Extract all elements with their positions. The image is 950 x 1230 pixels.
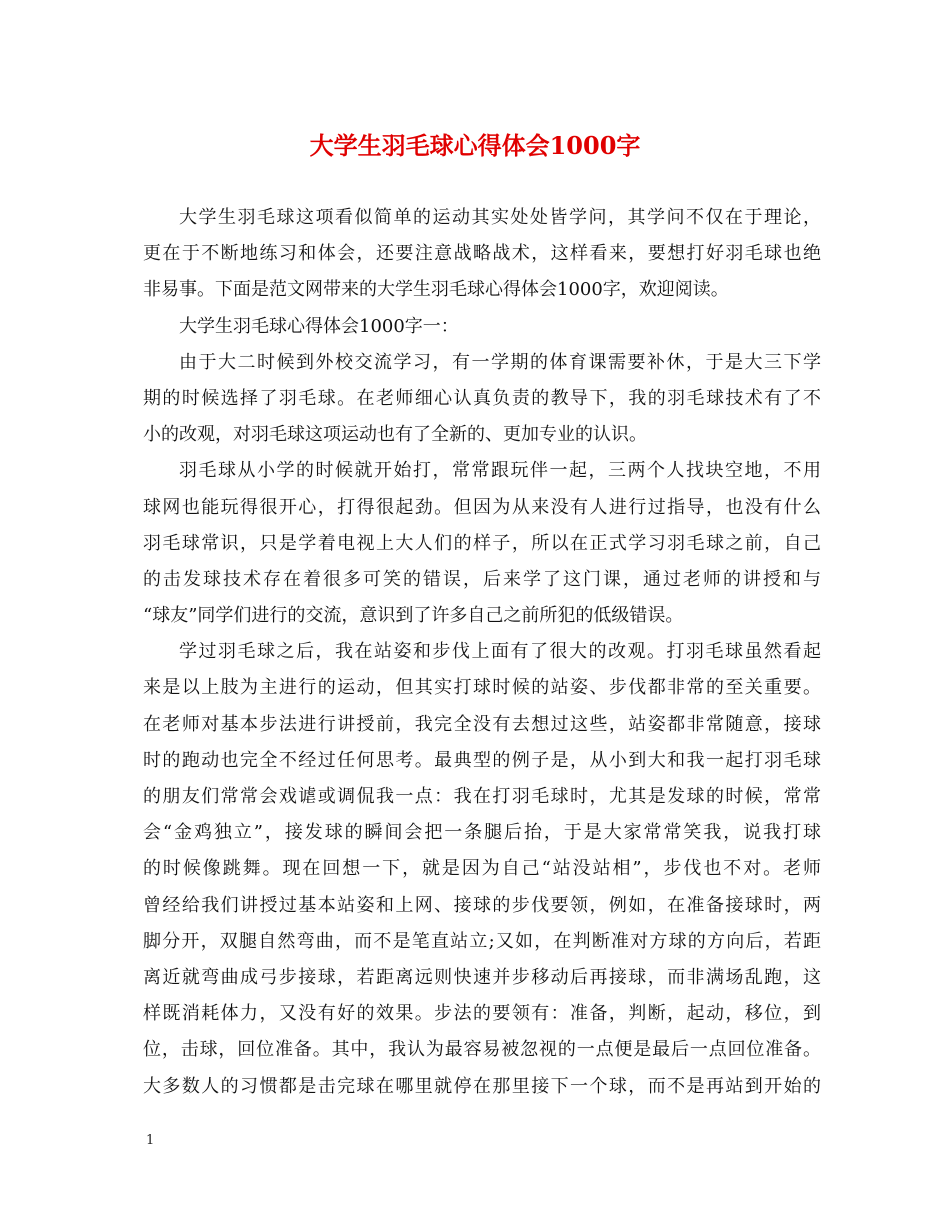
body-line: 球网也能玩得很开心，打得很起劲。但因为从来没有人进行过指导，也没有什么 — [143, 496, 821, 518]
body-line: 由于大二时候到外校交流学习，有一学期的体育课需要补休，于是大三下学 — [179, 351, 821, 373]
body-line: 大学生羽毛球这项看似简单的运动其实处处皆学问，其学问不仅在于理论， — [179, 207, 821, 228]
page-number: 1 — [146, 1133, 155, 1148]
body-line: 学过羽毛球之后，我在站姿和步伐上面有了很大的改观。打羽毛球虽然看起 — [179, 641, 821, 663]
body-line: 样既消耗体力，又没有好的效果。步法的要领有：准备，判断，起动，移位，到 — [143, 1003, 821, 1025]
body-line: 脚分开，双腿自然弯曲，而不是笔直站立;又如，在判断准对方球的方向后，若距 — [143, 930, 821, 952]
body-line: “球友”同学们进行的交流，意识到了许多自己之前所犯的低级错误。 — [143, 605, 684, 627]
body-line: 非易事。下面是范文网带来的大学生羽毛球心得体会1000字，欢迎阅读。 — [143, 279, 729, 301]
body-line: 期的时候选择了羽毛球。在老师细心认真负责的教导下，我的羽毛球技术有了不 — [143, 387, 821, 409]
body-line: 位，击球，回位准备。其中，我认为最容易被忽视的一点便是最后一点回位准备。 — [143, 1039, 821, 1061]
body-line: 的击发球技术存在着很多可笑的错误，后来学了这门课，通过老师的讲授和与 — [143, 568, 821, 590]
body-line: 会“金鸡独立”，接发球的瞬间会把一条腿后抬，于是大家常常笑我，说我打球 — [143, 822, 821, 844]
body-line: 的时候像跳舞。现在回想一下，就是因为自己“站没站相”，步伐也不对。老师 — [143, 858, 821, 880]
body-line: 更在于不断地练习和体会，还要注意战略战术，这样看来，要想打好羽毛球也绝 — [143, 243, 821, 265]
body-line: 时的跑动也完全不经过任何思考。最典型的例子是，从小到大和我一起打羽毛球 — [143, 749, 821, 771]
body-line: 的朋友们常常会戏谑或调侃我一点：我在打羽毛球时，尤其是发球的时候，常常 — [143, 786, 821, 807]
body-line: 小的改观，对羽毛球这项运动也有了全新的、更加专业的认识。 — [143, 424, 647, 446]
body-line: 羽毛球从小学的时候就开始打，常常跟玩伴一起，三两个人找块空地，不用 — [179, 460, 821, 482]
body-line: 羽毛球常识，只是学着电视上大人们的样子，所以在正式学习羽毛球之前，自己 — [143, 532, 821, 554]
document-title: 大学生羽毛球心得体会1000字 — [309, 131, 641, 160]
body-line: 离近就弯曲成弓步接球，若距离远则快速并步移动后再接球，而非满场乱跑，这 — [143, 966, 821, 988]
document-body — [143, 200, 821, 1105]
section-heading: 大学生羽毛球心得体会1000字一： — [179, 315, 459, 337]
body-line: 曾经给我们讲授过基本站姿和上网、接球的步伐要领，例如，在准备接球时，两 — [143, 894, 821, 916]
body-line: 来是以上肢为主进行的运动，但其实打球时候的站姿、步伐都非常的至关重要。 — [143, 677, 821, 699]
body-line: 大多数人的习惯都是击完球在哪里就停在那里接下一个球，而不是再站到开始的 — [143, 1075, 821, 1097]
body-line: 在老师对基本步法进行讲授前，我完全没有去想过这些，站姿都非常随意，接球 — [143, 713, 821, 735]
